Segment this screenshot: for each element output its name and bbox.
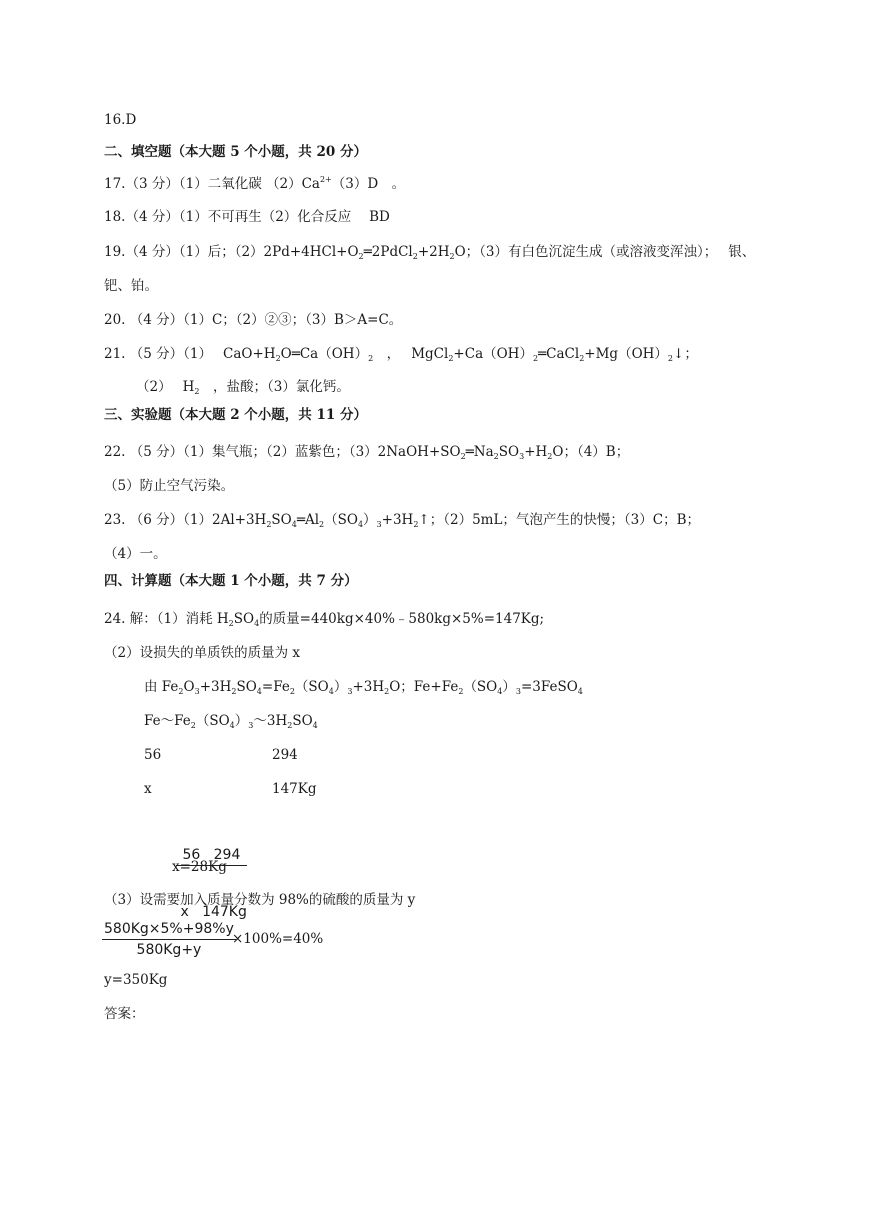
ratio-row2-col1: x	[144, 781, 152, 797]
answer-label: 答案：	[104, 1006, 145, 1022]
answer-21: 21. （5 分）（1） $CaO+H_2O═Ca(OH)_2$ ， $MgCl_2+Ca(OH)_2═CaCl_2+Mg(OH)_2↓$；	[104, 346, 698, 363]
section-experiment-heading: 三、实验题（本大题 2 个小题，共 11 分）	[104, 407, 367, 423]
answer-24-line5: （3）设需要加入质量分数为 98%的硫酸的质量为 y	[104, 892, 416, 908]
answer-17: 17.（3 分）（1）二氧化碳 $(2)Ca^{2+}(3)D$ 。	[104, 175, 406, 192]
answer-24-relation: $Fe\sim Fe_2(SO_4)_3\sim 3H_2SO_4$	[144, 713, 318, 730]
answer-22: 22. （5 分）（1）集气瓶；（2）蓝紫色；$(3)2NaOH+SO_2═Na_2SO_3+H_2O$；（4）B；	[104, 444, 630, 461]
section-fill-in-heading: 二、填空题（本大题 5 个小题，共 20 分）	[104, 144, 367, 160]
answer-19-continued: 钯、铂。	[104, 278, 158, 294]
answer-18: 18.（4 分）（1）不可再生（2）化合反应 BD	[104, 209, 390, 225]
answer-22-part5: （5）防止空气污染。	[104, 478, 235, 494]
answer-23: 23. （6 分）$(1)2Al+3H_2SO_4═Al_2(SO_4)_3+3H_2↑$；（2）5mL；气泡产生的快慢；（3）C；B；	[104, 512, 701, 529]
fraction-tail: ×100%=40%	[232, 931, 324, 947]
ratio-row1-col1: 56	[144, 747, 162, 763]
answer-24-line1: 24. 解：（1）消耗 $H_2SO_4$的质量=440kg×40%﹣580kg×5%=147Kg;	[104, 611, 545, 628]
ratio-row1-col2: 294	[272, 747, 298, 763]
section-calculation-heading: 四、计算题（本大题 1 个小题，共 7 分）	[104, 573, 358, 589]
fraction-denominator: 580Kg+y	[136, 942, 202, 958]
y-result: y=350Kg	[104, 972, 168, 988]
answer-24-equations: 由 $Fe_2O_3+3H_2SO_4=Fe_2(SO_4)_3+3H_2O$；$Fe+Fe_2(SO_4)_3=3FeSO_4$	[144, 679, 583, 696]
answer-20: 20. （4 分）（1）C；（2）②③；（3）B＞A=C。	[104, 312, 403, 328]
fraction-numerator: 56 294	[176, 846, 247, 866]
answer-19: 19.（4 分）（1）后；$(2)2Pd+4HCl+O_2═2PdCl_2+2H_2O$；（3）有白色沉淀生成（或溶液变浑浊）； 银、	[104, 244, 756, 261]
fraction-numerator: 580Kg×5%+98%y	[102, 920, 236, 940]
ratio-row2-col2: 147Kg	[272, 781, 317, 797]
fraction-denominator: x 147Kg	[176, 904, 247, 920]
x-result: x=28Kg	[172, 859, 227, 875]
concentration-fraction	[102, 920, 236, 959]
answer-16: 16.D	[104, 112, 137, 128]
answer-24-line2: （2）设损失的单质铁的质量为 x	[104, 645, 300, 661]
answer-21-part2: （2） $H_2$ ，盐酸；（3）氯化钙。	[136, 379, 350, 396]
answer-23-part4: （4）一。	[104, 546, 167, 562]
